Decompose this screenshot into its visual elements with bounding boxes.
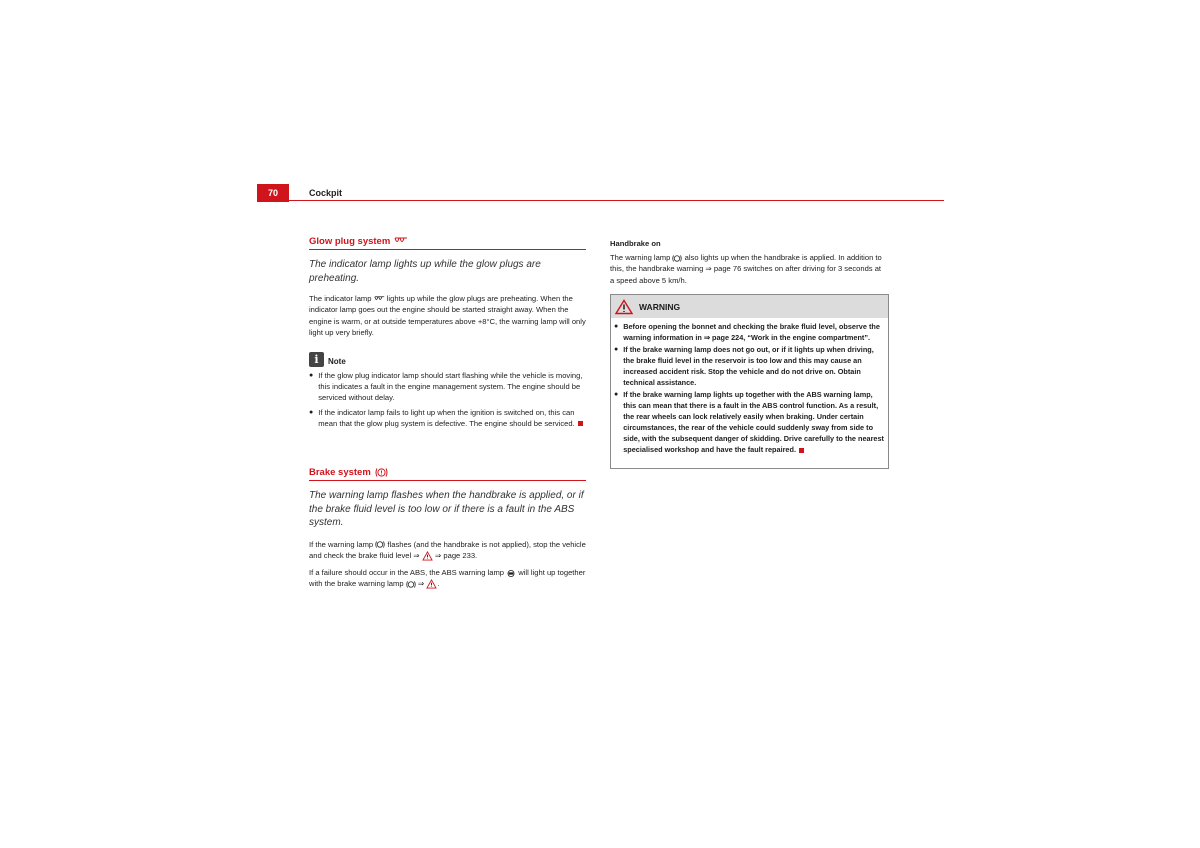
end-mark [799,448,804,453]
brake-inline-icon [672,254,682,263]
warning-triangle-icon [426,579,437,589]
note-item: ● If the indicator lamp fails to light up when the ignition is switched on, this can mean that the glow plug system is defective. The engine should be serviced. [309,407,586,429]
end-mark [578,421,583,426]
abs-icon [506,569,516,578]
header-rule [257,200,944,201]
glow-plug-heading [309,236,586,250]
brake-heading [309,467,586,481]
note-heading [309,352,586,367]
handbrake-body: The warning lamp also lights up when the handbrake is applied. In addition to this, the handbrake warning ⇒ page 76 switches on after driving for 3 seconds at a speed above 5 km/h. [610,253,882,285]
glow-plug-title: Glow plug system [309,236,391,247]
glow-plug-body [309,293,586,338]
note-item: ● If the glow plug indicator lamp should start flashing while the vehicle is moving, this indicates a fault in the engine management system. The engine should be serviced without delay. [309,371,583,403]
note-label: Note [328,356,346,366]
glow-plug-section [309,236,586,429]
glow-plug-lead: The indicator lamp lights up while the glow plugs are preheating. [309,259,541,284]
glow-plug-icon [394,237,408,246]
brake-body-2: If a failure should occur in the ABS, the ABS warning lamp will light up together with the brake warning lamp ⇒ . [309,568,586,589]
warning-heading [611,295,888,318]
warning-triangle-icon [615,299,633,315]
brake-inline-icon [406,580,416,589]
handbrake-title: Handbrake on [610,239,661,248]
brake-icon [375,467,388,478]
svg-text:!: ! [380,470,383,477]
warning-item: ● Before opening the bonnet and checking the brake fluid level, observe the warning information in ⇒ page 224, “Work in the engine compartment”. [614,322,880,342]
glow-plug-body-b: lights up while the glow plugs are preheating. When the indicator lamp goes out the engine should be started straight away. When the engine is warm, or at outside temperatures above +8°C, the warning lamp will only light up very briefly. [309,294,586,337]
page-number: 70 [257,184,289,202]
warning-triangle-icon [422,551,433,561]
brake-inline-icon [375,540,385,549]
info-icon: i [309,352,324,367]
note-list [309,370,586,429]
warning-list [611,318,888,455]
glow-plug-body-a: The indicator lamp [309,294,372,304]
warning-box [610,294,889,469]
chapter-title: Cockpit [309,188,343,198]
brake-title: Brake system [309,467,371,478]
warning-item: ● If the brake warning lamp lights up together with the ABS warning lamp, this can mean that there is a fault in the ABS control function. As a result, the rear wheels can lock relatively easily when braking. Under certain circumstances, the rear of the vehicle could suddenly sway from side to side, with the subsequent danger of skidding. Drive carefully to the nearest specialised workshop and have the fault repaired. [614,390,884,454]
handbrake-section [610,238,887,286]
warning-label: WARNING [639,301,681,312]
warning-item: ● If the brake warning lamp does not go out, or if it lights up when driving, the brake fluid level in the reservoir is too low and this may cause an increased accident risk. Stop the vehicle and do not drive on. Obtain technical assistance. [614,345,874,387]
brake-lead: The warning lamp flashes when the handbrake is applied, or if the brake fluid level is too low or if there is a fault in the ABS system. [309,490,584,529]
brake-body-1: If the warning lamp flashes (and the handbrake is not applied), stop the vehicle and check the brake fluid level ⇒ ⇒ page 233. [309,539,586,560]
glow-plug-inline-icon [374,296,385,303]
brake-section [309,467,586,590]
